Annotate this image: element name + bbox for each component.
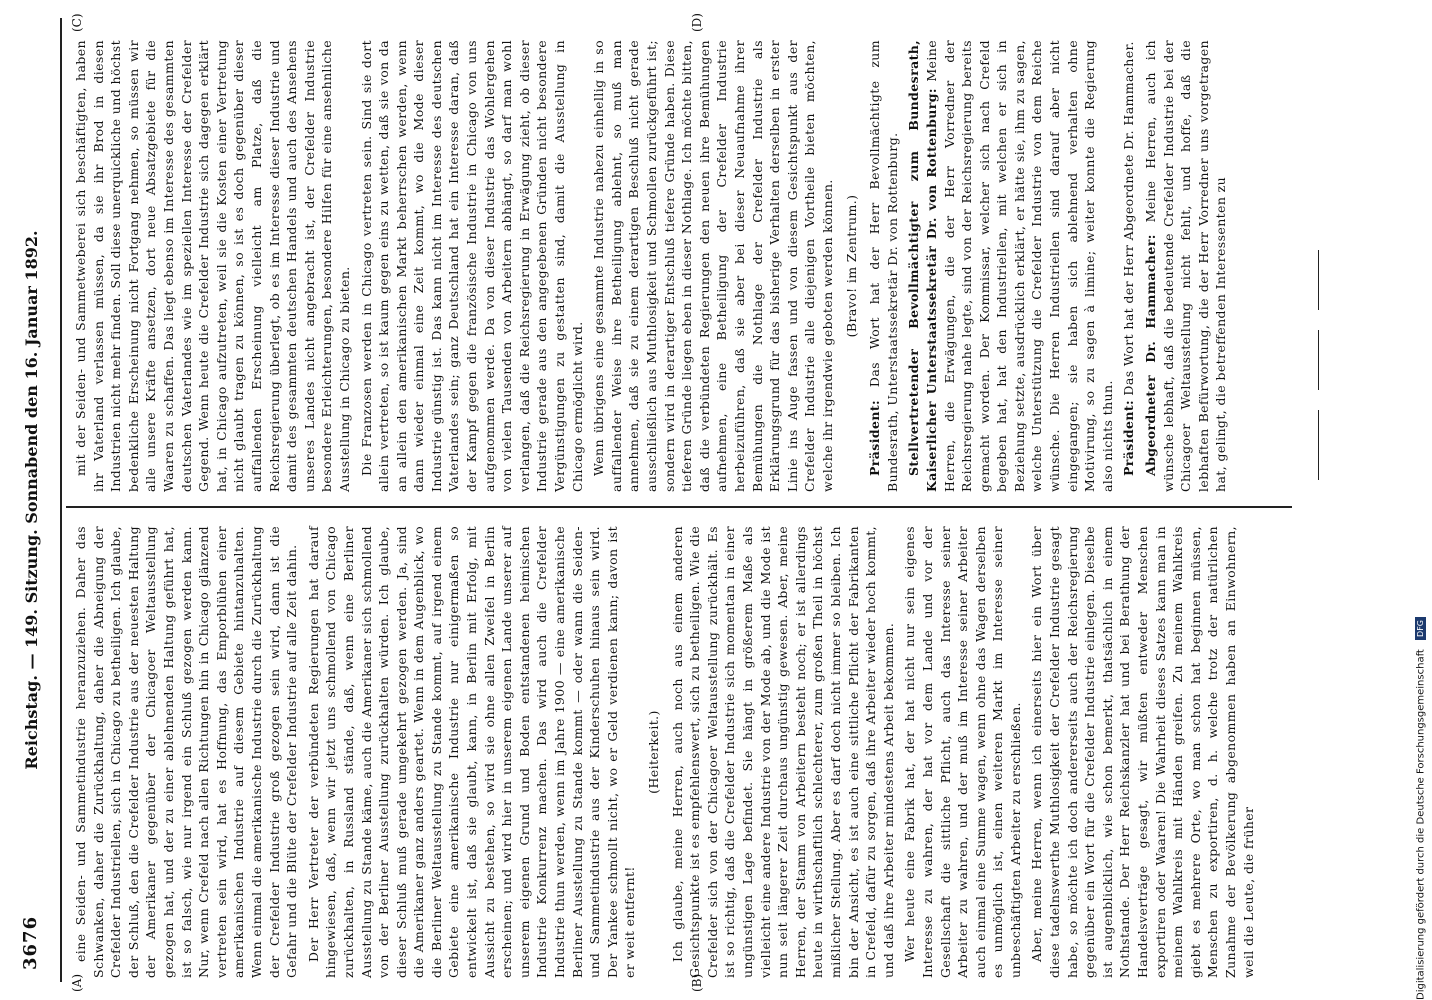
margin-marker-b: (B) xyxy=(690,973,704,992)
header-rule xyxy=(60,18,62,982)
paragraph: Wenn übrigens eine gesammte Industrie nahezu einhellig in so auffallender Weise ihre Betheiligung ablehnt, so muß man annehmen, daß sie zu einem derartigen Beschluß nicht gerade ausschließlich aus Muthlosigkeit und Schmollen zurückgeführt ist; sondern wird in derartiger Entschluß tiefere Gründe haben. Diese tieferen Gründe liegen eben in dieser Nothlage. Ich möchte bitten, daß die verbündeten Regierungen den neuen ihre Bemühungen aufnehmen, eine Betheiligung der Crefelder Industrie herbeizuführen, daß sie aber bei dieser Neuaufnahme ihrer Bemühungen die Nothlage der Crefelder Industrie als Erklärungsgrund für das bisherige Verhalten derselben in erster Linie ins Auge fassen und von diesem Gesichtspunkt aus der Crefelder Industrie alle diejenigen Vortheile bieten möchten, welche ihr irgendwie geboten werden können. xyxy=(591,40,835,492)
paragraph: Aber, meine Herren, wenn ich einerseits hier ein Wort über diese tadelnswerthe Muthlosigkeit der Crefelder Industrie gesagt habe, so möchte ich doch andererseits auch der Reichsregierung gegenüber ein Wort für die Crefelder Industrie einlegen. Dieselbe ist augenblicklich, wie schon bemerkt, thatsächlich in einem Nothstande. Der Herr Reichskanzler hat und bei Berathung der Handelsverträge gesagt, wir müßten entweder Menschen exportiren oder Waaren! Die Wahrheit dieses Satzes kann man in meinem Wahlkreis mit Händen greifen. Zu meinem Wahlkreis giebt es mehrere Orte, wo man schon hat beginnen müssen, Menschen zu exportiren, d. h. welche trotz der natürlichen Zunahme der Bevölkerung abgenommen haben an Einwohnern, weil die Leute, die früher xyxy=(1029,526,1256,978)
speaker-label: Stellvertretender Bevollmächtigter zum Bundesrath, Kaiserlicher Unterstaatssekretär Dr. von Rottenburg: xyxy=(906,40,939,492)
speaker-paragraph xyxy=(866,40,901,492)
paragraph: Wer heute eine Fabrik hat, der hat nicht nur sein eigenes Interesse zu wahren, der hat vor dem Lande und vor der Gesellschaft die sittliche Pflicht, auch das Interesse seiner Arbeiter zu wahren, und der muß im Interesse seiner Arbeiter auch einmal eine Summe wagen, wenn ohne das Wagen derselben es unmöglich ist, einen weiteren Markt im Interesse seiner unbeschäftigten Arbeiter zu erschließen. xyxy=(902,526,1023,978)
speaker-paragraph xyxy=(905,40,1116,492)
margin-marker-d: (D) xyxy=(690,13,704,32)
left-column xyxy=(72,526,1261,978)
speaker-label: Präsident: xyxy=(1121,399,1137,476)
page-title: Reichstag. — 149. Sitzung. Sonnabend den 16. Januar 1892. xyxy=(22,230,41,770)
footer-rule xyxy=(1318,410,1319,480)
paragraph: Die Franzosen werden in Chicago vertreten sein. Sind sie dort allein vertreten, so ist kaum gegen eins zu wetten, daß sie von da an allein den amerikanischen Markt beherrschen werden, wenn dann wieder einmal eine Zeit kommt, wo die Mode dieser Industrie günstig ist. Das kann nicht im Interesse des deutschen Vaterlandes sein; ganz Deutschland hat ein Interesse daran, daß der Kampf gegen die französische Industrie in Chicago von uns aufgenommen werde. Da von dieser Industrie das Wohlergehen von vielen Tausenden von Arbeitern abhängt, so darf man wohl verlangen, daß die Reichsregierung in Erwägung zieht, ob dieser Industrie gerade aus den angegebenen Gründen nicht besondere Vergünstigungen zu gestatten sind, damit die Ausstellung in Chicago ermöglicht wird. xyxy=(358,40,585,492)
speech-text: Meine Herren, die Erwägungen, die der Herr Vorredner der Reichsregierung nahe legte, sind von der Reichsregierung bereits gemacht worden. Der Kommissar, welcher sich nach Crefeld begeben hat, hat den Industriellen, mit welchen er sich in Beziehung setzte, ausdrücklich erklärt, er hätte sie, ihm zu sagen, welche Unterstützung die Crefelder Industrie von dem Reiche wünsche. Die Herren Industriellen sind darauf aber nicht eingegangen; sie haben sich ablehnend verhalten ohne Motivirung, so zu sagen à limine; weiter konnte die Regierung also nichts thun. xyxy=(923,39,1115,492)
page-number: 3676 xyxy=(20,915,41,970)
paragraph: Der Herr Vertreter der verbündeten Regierungen hat darauf hingewiesen, daß, wenn wir jetzt uns schmollend von Chicago zurückhalten, in Russland stände, daß, wenn eine Berliner Ausstellung zu Stande käme, auch die Amerikaner sich schmollend von der Berliner Ausstellung zurückhalten würden. Ich glaube, dieser Schluß muß gerade umgekehrt gezogen werden. Ja, sind die Amerikaner ganz anders geartet. Wenn in dem Augenblick, wo die Berliner Weltausstellung zu Stande kommt, auf irgend einem Gebiete eine amerikanische Industrie nur einigermaßen so entwickelt ist, daß sie glaubt, kann, in Berlin mit Erfolg, mit Aussicht zu bestehen, so wird sie ohne allen Zweifel in Berlin erscheinen; und wird hier in unserem eigenen Lande unserer auf unserem eigenen Grund und Boden entstandenen heimischen Industrie Konkurrenz machen. Das wird auch die Crefelder Industrie thun werden, wenn im Jahre 1900 — eine amerikanische Berliner Ausstellung zu Stande kommt — oder wann die Seiden- und Sammetindustrie aus der Kinderschuhen hinaus sein wird. Der Yankee schmollt nicht, wo er Geld verdienen kann; davon ist er weit entfernt! xyxy=(305,526,638,978)
speech-text: Das Wort hat der Herr Abgeordnete Dr. Hammacher. xyxy=(1121,41,1137,396)
right-column xyxy=(72,40,1234,492)
column-divider xyxy=(66,506,1292,508)
credit-text: Digitalisierung gefördert durch die Deutsche Forschungsgemeinschaft xyxy=(1415,649,1426,1000)
paragraph: eine Seiden- und Sammetindustrie heranzuziehen. Daher das Schwanken, daher die Zurückhaltung, daher die Abneigung der Crefelder Industriellen, sich in Chicago zu betheiligen. Ich glaube, der Schluß, den die Crefelder Industrie aus der neuesten Haltung der Amerikaner gegenüber der Chicagoer Weltausstellung gezogen hat, und der zu einer ablehnenden Haltung geführt hat, ist so falsch, wie nur irgend ein Schluß gezogen werden kann. Nur, wenn Crefeld nach allen Richtungen hin in Chicago glänzend vertreten sein wird, hat es Hoffnung, das Emporblühen einer amerikanischen Industrie auf diesem Gebiete hintanzuhalten. Wenn einmal die amerikanische Industrie durch die Zurückhaltung der Crefelder Industrie groß gezogen sein wird, dann ist die Gefahr und die Blüte der Crefelder Industrie auf alle Zeit dahin. xyxy=(73,526,300,978)
speech-text: Das Wort hat der Herr Bevollmächtigte zum Bundesrath, Unterstaatssekretär Dr. von Rottenburg. xyxy=(867,39,900,492)
paragraph: Ich glaube, meine Herren, auch noch aus einem anderen Gesichtspunkte ist es empfehlenswert, sich zu betheiligen. Wie die Crefelder sich von der Chicagoer Weltausstellung zurückhält. Es ist so richtig, daß die Crefelder Industrie sich momentan in einer ungünstigen Lage befindet. Sie hängt in größerem Maße als vielleicht eine andere Industrie von der Mode ab, und die Mode ist nun seit längerer Zeit durchaus ungünstig gewesen. Aber, meine Herren, der Stamm von Arbeitern besteht noch; er ist allerdings heute in wirthschaftlich schlechterer, zum großen Theil in höchst mißlicher Stellung. Aber es darf doch nicht immer so bleiben. Ich bin der Ansicht, es ist auch eine sittliche Pflicht der Fabrikanten in Crefeld, dafür zu sorgen, daß ihre Arbeiter wieder hoch kommt, und daß ihre Arbeiter mindestens Arbeit bekommen. xyxy=(669,526,896,978)
dfg-logo: DFG xyxy=(1415,617,1426,640)
footer-rule xyxy=(1318,330,1319,390)
paragraph: mit der Seiden- und Sammetweberei sich beschäftigten, haben ihr Vaterland verlassen müssen, da sie ihr Brod in diesen Industrien nicht mehr finden. Soll diese unerquickliche und höchst bedenkliche Erscheinung nicht Fortgang nehmen, so müssen wir alle unsere Kräfte ansetzen, dort neue Absatzgebiete für die Waaren zu schaffen. Das liegt ebenso im Interesse des gesammten deutschen Vaterlandes wie im speziellen Interesse der Crefelder Gegend. Wenn heute die Crefelder Industrie sich dagegen erklärt hat, in Chicago aufzutreten, weil sie die Kosten einer Vertretung nicht glaubt tragen zu können, so ist es doch gegenüber dieser auffallenden Erscheinung vielleicht am Platze, daß die Reichsregierung überlegt, ob es im Interesse dieser Industrie und damit des gesammten deutschen Handels und auch des Ansehens unseres Landes nicht angebracht ist, der Crefelder Industrie besondere Erleichterungen, besondere Hilfen für eine ansehnliche Ausstellung in Chicago zu bieten. xyxy=(73,40,352,492)
speaker-paragraph xyxy=(1142,40,1230,492)
interjection: (Bravo! im Zentrum.) xyxy=(843,194,859,338)
margin-marker-a: (A) xyxy=(70,973,84,992)
margin-marker-c: (C) xyxy=(70,13,84,32)
speaker-label: Präsident: xyxy=(867,399,883,476)
footer-rule xyxy=(1318,250,1319,310)
digitization-credit xyxy=(1415,617,1427,1000)
speech-text: Meine Herren, auch ich wünsche lebhaft, daß die bedeutende Crefelder Industrie bei der Chicagoer Weltausstellung nicht fehlt, und hoffe, daß die lebhaften Befürwortung, die der Herr Vorredner uns vorgetragen hat, gelingt, die betreffenden Interessenten zu xyxy=(1143,40,1229,492)
page-header xyxy=(14,0,54,1000)
speaker-paragraph xyxy=(1120,40,1138,492)
speaker-label: Abgeordneter Dr. Hammacher: xyxy=(1143,234,1159,476)
interjection: (Heiterkeit.) xyxy=(646,710,661,794)
